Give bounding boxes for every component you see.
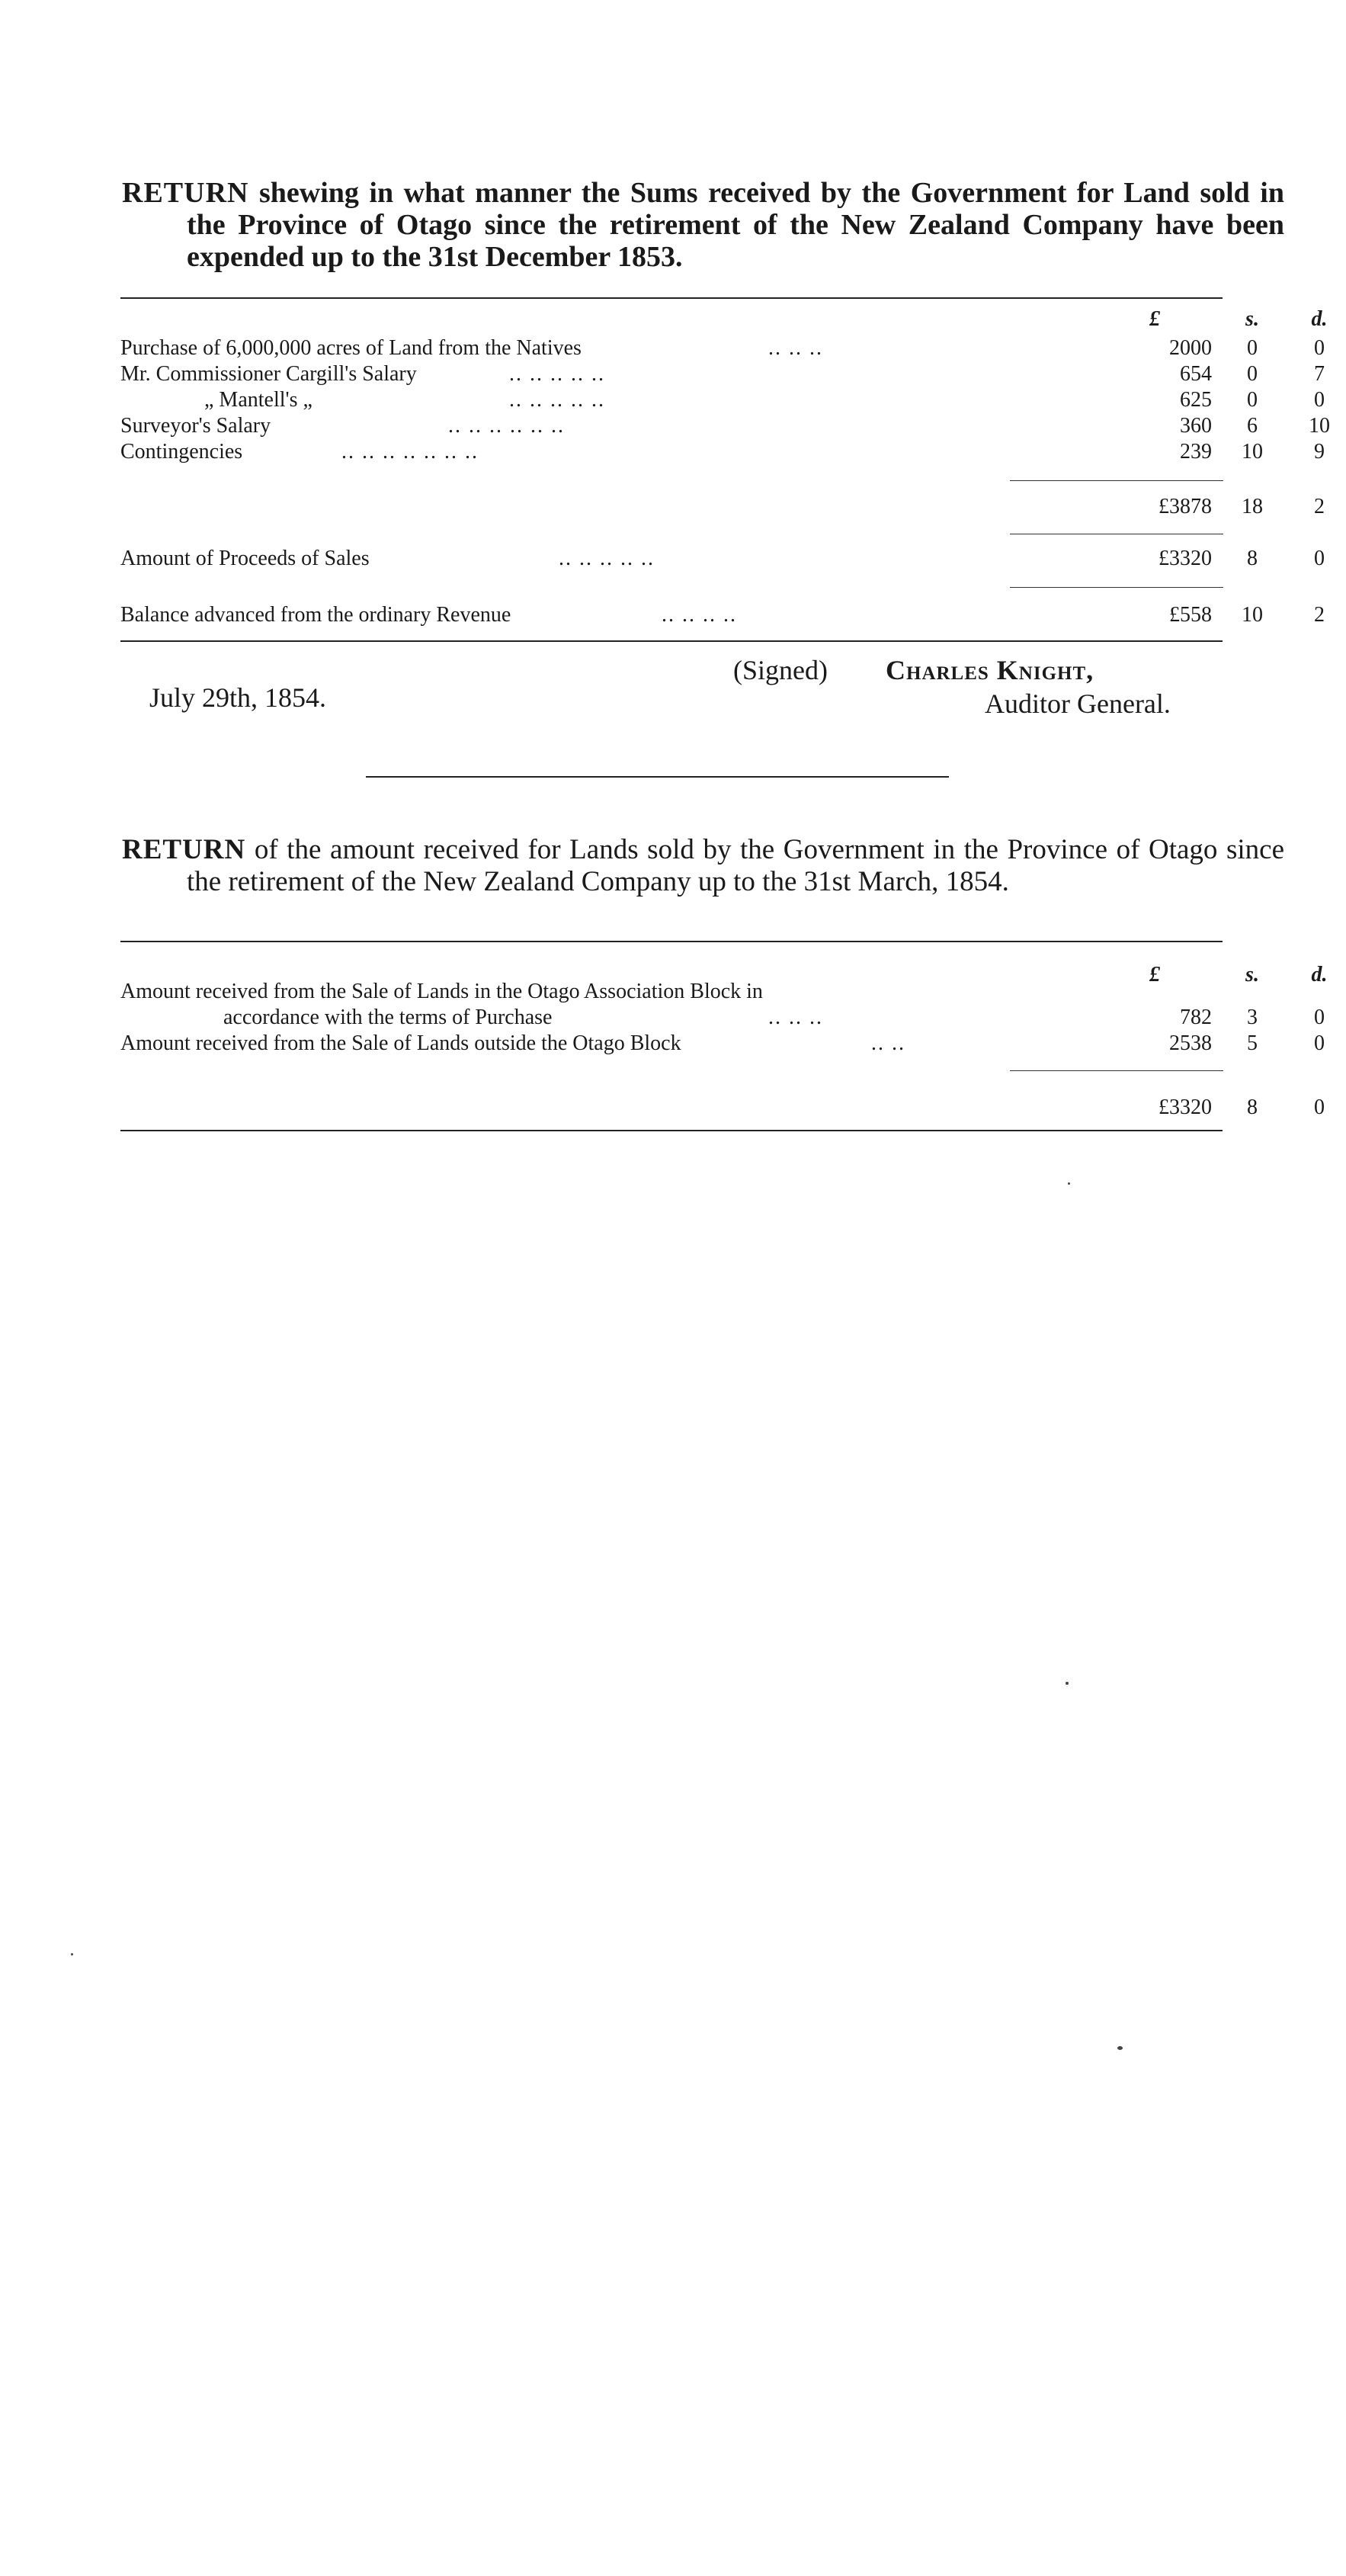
pence-header: d. xyxy=(1311,963,1328,986)
pence-header: d. xyxy=(1311,307,1328,331)
item-pence: 7 xyxy=(1314,362,1325,386)
item-shillings: 0 xyxy=(1247,362,1258,386)
item-pounds: 360 xyxy=(1180,414,1212,438)
item-label: Purchase of 6,000,000 acres of Land from the Natives xyxy=(120,336,582,360)
return1-bottom-rule xyxy=(120,640,1223,642)
scan-speck xyxy=(1066,1682,1069,1685)
item-shillings: 3 xyxy=(1247,1006,1258,1029)
balance-row xyxy=(120,602,1325,628)
section-divider xyxy=(366,776,949,778)
pounds-header: £ xyxy=(1149,307,1160,331)
return2-item-row xyxy=(120,1031,1325,1057)
item-pounds: 2538 xyxy=(1169,1031,1212,1055)
balance-pence: 2 xyxy=(1314,603,1325,627)
item-label-continued: accordance with the terms of Purchase xyxy=(223,1006,553,1029)
leader-dots: .. .. .. .. .. .. xyxy=(448,414,565,438)
scan-speck xyxy=(1117,2046,1123,2050)
item-label: „ Mantell's „ xyxy=(204,388,312,412)
proceeds-pounds: £3320 xyxy=(1159,547,1212,570)
item-pounds: 625 xyxy=(1180,388,1212,412)
scan-speck xyxy=(71,1953,73,1955)
shillings-header: s. xyxy=(1245,307,1259,331)
leader-dots: .. .. .. .. .. .. .. xyxy=(341,440,479,464)
return1-item-row xyxy=(120,361,1325,387)
item-label: Surveyor's Salary xyxy=(120,414,271,438)
total-pence: 2 xyxy=(1314,495,1325,518)
return1-item-row xyxy=(120,439,1325,465)
item-pence: 0 xyxy=(1314,1006,1325,1029)
signer-title: Auditor General. xyxy=(985,688,1171,719)
item-pounds: 654 xyxy=(1180,362,1212,386)
scan-speck xyxy=(1068,1182,1070,1185)
total-rule xyxy=(1010,1070,1223,1071)
return1-title: shewing in what manner the Sums received by the Government for Land sold in the Province of Otago since the retirement of the New Zealand Company have been expended up to the 31st December 1853. xyxy=(187,177,1285,273)
leader-dots: .. .. .. .. .. xyxy=(509,388,605,412)
return1-top-rule xyxy=(120,297,1223,299)
signed-label: (Signed) xyxy=(733,655,828,685)
balance-label: Balance advanced from the ordinary Revenue xyxy=(120,603,511,627)
item-pence: 0 xyxy=(1314,1031,1325,1055)
item-shillings: 5 xyxy=(1247,1031,1258,1055)
proceeds-label: Amount of Proceeds of Sales xyxy=(120,547,370,570)
item-label: Amount received from the Sale of Lands in the Otago Association Block in xyxy=(120,980,763,1003)
item-shillings: 10 xyxy=(1242,440,1263,464)
item-shillings: 0 xyxy=(1247,336,1258,360)
item-pence: 0 xyxy=(1314,388,1325,412)
proceeds-shillings: 8 xyxy=(1247,547,1258,570)
total-pence: 0 xyxy=(1314,1096,1325,1119)
item-pence: 0 xyxy=(1314,336,1325,360)
balance-rule xyxy=(1010,587,1223,588)
return1-header-row xyxy=(120,306,1328,332)
return1-heading xyxy=(122,177,1284,273)
total-rule xyxy=(1010,480,1223,481)
proceeds-pence: 0 xyxy=(1314,547,1325,570)
return2-title: of the amount received for Lands sold by the Government in the Province of Otago since the retirement of the New Zealand Company up to the 31st March, 1854. xyxy=(187,834,1285,897)
return2-lead: RETURN xyxy=(122,834,246,865)
pounds-header: £ xyxy=(1149,963,1160,986)
item-label: Amount received from the Sale of Lands outside the Otago Block xyxy=(120,1031,681,1055)
leader-dots: .. .. .. xyxy=(768,336,823,360)
return2-top-rule xyxy=(120,941,1223,942)
leader-dots: .. .. xyxy=(871,1031,905,1055)
item-pence: 9 xyxy=(1314,440,1325,464)
total-pounds: £3878 xyxy=(1159,495,1212,518)
return1-lead: RETURN xyxy=(122,177,249,209)
return2-bottom-rule xyxy=(120,1130,1223,1131)
proceeds-row xyxy=(120,546,1325,572)
item-pence: 10 xyxy=(1309,414,1330,438)
total-shillings: 18 xyxy=(1242,495,1263,518)
item-label: Contingencies xyxy=(120,440,243,464)
return2-heading xyxy=(122,834,1284,898)
return1-item-row xyxy=(120,335,1325,361)
return1-item-row xyxy=(120,387,1325,413)
item-label: Mr. Commissioner Cargill's Salary xyxy=(120,362,417,386)
return2-item-row xyxy=(120,1005,1325,1031)
return2-total-row xyxy=(120,1095,1325,1121)
total-pounds: £3320 xyxy=(1159,1096,1212,1119)
leader-dots: .. .. .. xyxy=(768,1006,823,1029)
return1-date: July 29th, 1854. xyxy=(149,682,327,713)
total-shillings: 8 xyxy=(1247,1096,1258,1119)
shillings-header: s. xyxy=(1245,963,1259,986)
item-pounds: 239 xyxy=(1180,440,1212,464)
return1-total-row xyxy=(120,494,1325,520)
return1-item-row xyxy=(120,413,1330,439)
leader-dots: .. .. .. .. xyxy=(662,603,737,627)
signer-name: Charles Knight, xyxy=(886,655,1094,685)
balance-pounds: £558 xyxy=(1169,603,1212,627)
balance-shillings: 10 xyxy=(1242,603,1263,627)
item-shillings: 6 xyxy=(1247,414,1258,438)
item-pounds: 782 xyxy=(1180,1006,1212,1029)
leader-dots: .. .. .. .. .. xyxy=(509,362,605,386)
item-shillings: 0 xyxy=(1247,388,1258,412)
leader-dots: .. .. .. .. .. xyxy=(559,547,655,570)
item-pounds: 2000 xyxy=(1169,336,1212,360)
return2-item-row xyxy=(120,979,1223,1005)
